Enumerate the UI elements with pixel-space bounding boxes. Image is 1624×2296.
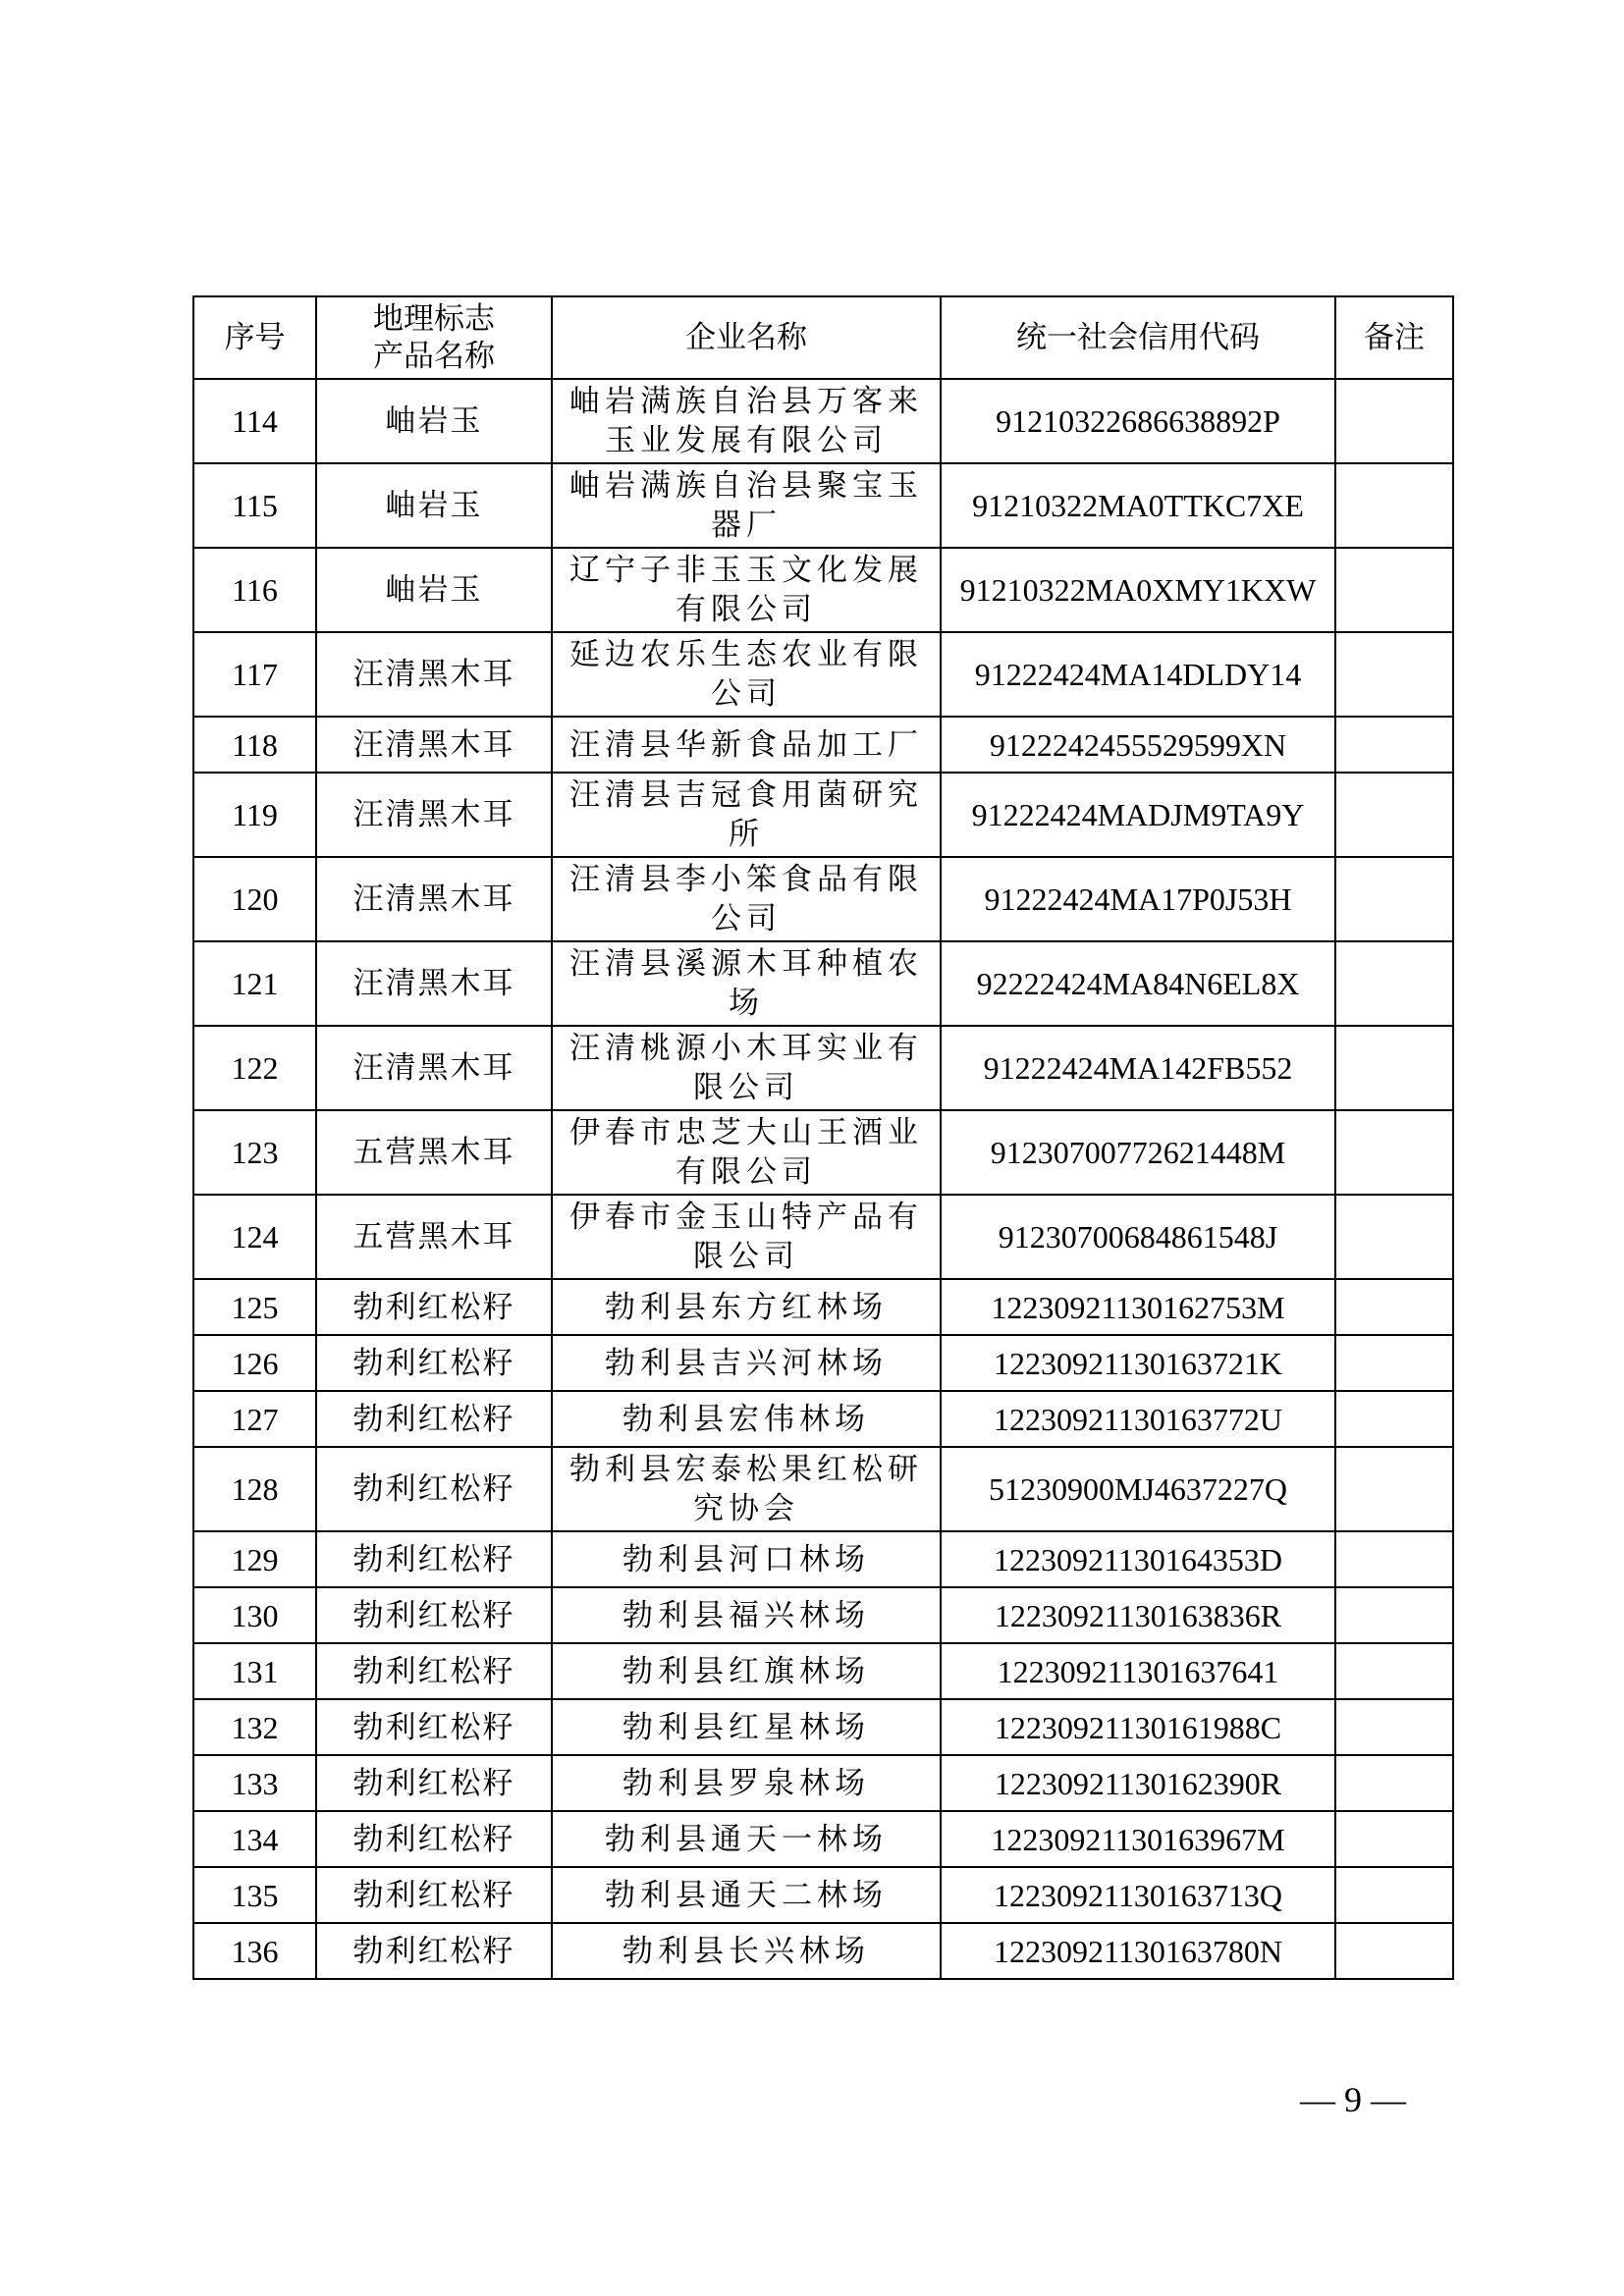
row-credit-code: 91210322MA0XMY1KXW: [941, 548, 1335, 632]
row-remark: [1335, 1391, 1453, 1447]
table-row: [193, 1026, 1453, 1110]
row-remark: [1335, 1867, 1453, 1923]
row-credit-code: 91222424MA14DLDY14: [941, 632, 1335, 717]
header-seq: 序号: [193, 296, 316, 379]
row-remark: [1335, 1755, 1453, 1811]
row-credit-code: 12230921130163836R: [941, 1587, 1335, 1643]
row-remark: [1335, 1279, 1453, 1335]
row-seq: 135: [193, 1867, 316, 1923]
row-company-name: 勃利县宏泰松果红松研究协会: [552, 1447, 941, 1531]
row-credit-code: 51230900MJ4637227Q: [941, 1447, 1335, 1531]
table-row: [193, 1643, 1453, 1699]
row-remark: [1335, 379, 1453, 463]
row-seq: 119: [193, 773, 316, 857]
row-remark: [1335, 632, 1453, 717]
header-credit-code: 统一社会信用代码: [941, 296, 1335, 379]
row-product-name: 勃利红松籽: [316, 1867, 552, 1923]
geo-indication-company-table: [192, 295, 1454, 1980]
row-remark: [1335, 1447, 1453, 1531]
row-seq: 128: [193, 1447, 316, 1531]
row-product-name: 岫岩玉: [316, 379, 552, 463]
row-company-name: 勃利县东方红林场: [552, 1279, 941, 1335]
row-company-name: 勃利县罗泉林场: [552, 1755, 941, 1811]
table-row: [193, 1755, 1453, 1811]
table-row: [193, 1279, 1453, 1335]
row-remark: [1335, 717, 1453, 773]
table-row: [193, 1531, 1453, 1587]
row-product-name: 汪清黑木耳: [316, 1026, 552, 1110]
row-product-name: 勃利红松籽: [316, 1755, 552, 1811]
row-product-name: 勃利红松籽: [316, 1811, 552, 1867]
table-row: [193, 632, 1453, 717]
row-product-name: 勃利红松籽: [316, 1391, 552, 1447]
row-seq: 134: [193, 1811, 316, 1867]
row-seq: 124: [193, 1195, 316, 1279]
header-remark: 备注: [1335, 296, 1453, 379]
row-remark: [1335, 1699, 1453, 1755]
row-credit-code: 92222424MA84N6EL8X: [941, 941, 1335, 1026]
row-product-name: 汪清黑木耳: [316, 773, 552, 857]
row-company-name: 伊春市忠芝大山王酒业有限公司: [552, 1110, 941, 1195]
table-row: [193, 941, 1453, 1026]
header-product-name: [316, 296, 552, 379]
row-company-name: 伊春市金玉山特产品有限公司: [552, 1195, 941, 1279]
row-credit-code: 12230921130164353D: [941, 1531, 1335, 1587]
row-seq: 133: [193, 1755, 316, 1811]
row-company-name: 岫岩满族自治县聚宝玉器厂: [552, 463, 941, 548]
row-seq: 116: [193, 548, 316, 632]
row-credit-code: 91210322MA0TTKC7XE: [941, 463, 1335, 548]
row-remark: [1335, 1531, 1453, 1587]
row-company-name: 勃利县宏伟林场: [552, 1391, 941, 1447]
row-company-name: 勃利县红旗林场: [552, 1643, 941, 1699]
row-seq: 127: [193, 1391, 316, 1447]
table-row: [193, 1391, 1453, 1447]
row-credit-code: 12230921130163780N: [941, 1923, 1335, 1979]
row-credit-code: 12230921130163772U: [941, 1391, 1335, 1447]
table-header-row: [193, 296, 1453, 379]
row-credit-code: 91230700684861548J: [941, 1195, 1335, 1279]
row-remark: [1335, 1195, 1453, 1279]
row-remark: [1335, 1335, 1453, 1391]
row-product-name: 岫岩玉: [316, 548, 552, 632]
row-product-name: 勃利红松籽: [316, 1335, 552, 1391]
row-remark: [1335, 1026, 1453, 1110]
row-credit-code: 912224245552959​9XN: [941, 717, 1335, 773]
row-credit-code: 91222424MA142FB552: [941, 1026, 1335, 1110]
table-row: [193, 1447, 1453, 1531]
table-row: [193, 1110, 1453, 1195]
row-remark: [1335, 548, 1453, 632]
table-row: [193, 379, 1453, 463]
row-product-name: 勃利红松籽: [316, 1279, 552, 1335]
row-product-name: 汪清黑木耳: [316, 857, 552, 941]
row-remark: [1335, 1643, 1453, 1699]
row-product-name: 岫岩玉: [316, 463, 552, 548]
row-product-name: 勃利红松籽: [316, 1531, 552, 1587]
row-remark: [1335, 1110, 1453, 1195]
row-seq: 123: [193, 1110, 316, 1195]
row-company-name: 勃利县长兴林场: [552, 1923, 941, 1979]
row-company-name: 勃利县河口林场: [552, 1531, 941, 1587]
header-company-name: 企业名称: [552, 296, 941, 379]
row-remark: [1335, 463, 1453, 548]
row-remark: [1335, 1923, 1453, 1979]
row-credit-code: 91222424MA17P0J53H: [941, 857, 1335, 941]
row-company-name: 勃利县吉兴河林场: [552, 1335, 941, 1391]
table-row: [193, 717, 1453, 773]
row-remark: [1335, 773, 1453, 857]
row-product-name: 勃利红松籽: [316, 1643, 552, 1699]
table-row: [193, 548, 1453, 632]
row-credit-code: 12230921130161988C: [941, 1699, 1335, 1755]
row-credit-code: 12230921130162390R: [941, 1755, 1335, 1811]
table-row: [193, 1923, 1453, 1979]
row-company-name: 勃利县通天二林场: [552, 1867, 941, 1923]
row-product-name: 勃利红松籽: [316, 1587, 552, 1643]
header-product-line1: 地理标志: [373, 301, 495, 337]
row-credit-code: 91230700772621448M: [941, 1110, 1335, 1195]
table-body: [193, 379, 1453, 1979]
row-seq: 126: [193, 1335, 316, 1391]
row-credit-code: 12230921130163764​1: [941, 1643, 1335, 1699]
row-company-name: 勃利县红星林场: [552, 1699, 941, 1755]
table-row: [193, 773, 1453, 857]
header-product-line2: 产品名称: [373, 339, 495, 374]
row-seq: 129: [193, 1531, 316, 1587]
row-credit-code: 91210322686638892P: [941, 379, 1335, 463]
row-seq: 130: [193, 1587, 316, 1643]
row-seq: 117: [193, 632, 316, 717]
row-remark: [1335, 857, 1453, 941]
row-company-name: 汪清县李小笨食品有限公司: [552, 857, 941, 941]
row-credit-code: 12230921130163721K: [941, 1335, 1335, 1391]
row-company-name: 勃利县通天一林场: [552, 1811, 941, 1867]
row-company-name: 辽宁子非玉玉文化发展有限公司: [552, 548, 941, 632]
row-seq: 136: [193, 1923, 316, 1979]
row-company-name: 勃利县福兴林场: [552, 1587, 941, 1643]
row-company-name: 汪清县吉冠食用菌研究所: [552, 773, 941, 857]
row-product-name: 勃利红松籽: [316, 1699, 552, 1755]
table-row: [193, 1811, 1453, 1867]
row-remark: [1335, 941, 1453, 1026]
table-row: [193, 1699, 1453, 1755]
row-seq: 120: [193, 857, 316, 941]
table-row: [193, 857, 1453, 941]
row-product-name: 汪清黑木耳: [316, 717, 552, 773]
row-credit-code: 12230921130162753M: [941, 1279, 1335, 1335]
row-company-name: 汪清桃源小木耳实业有限公司: [552, 1026, 941, 1110]
row-remark: [1335, 1811, 1453, 1867]
table-row: [193, 1335, 1453, 1391]
row-remark: [1335, 1587, 1453, 1643]
row-seq: 132: [193, 1699, 316, 1755]
row-product-name: 汪清黑木耳: [316, 632, 552, 717]
row-seq: 114: [193, 379, 316, 463]
row-seq: 121: [193, 941, 316, 1026]
row-product-name: 勃利红松籽: [316, 1447, 552, 1531]
row-product-name: 汪清黑木耳: [316, 941, 552, 1026]
table-row: [193, 463, 1453, 548]
table-row: [193, 1587, 1453, 1643]
row-company-name: 岫岩满族自治县万客来玉业发展有限公司: [552, 379, 941, 463]
row-seq: 125: [193, 1279, 316, 1335]
row-seq: 118: [193, 717, 316, 773]
row-product-name: 勃利红松籽: [316, 1923, 552, 1979]
row-product-name: 五营黑木耳: [316, 1110, 552, 1195]
row-company-name: 汪清县溪源木耳种植农场: [552, 941, 941, 1026]
table-row: [193, 1867, 1453, 1923]
row-seq: 115: [193, 463, 316, 548]
row-company-name: 汪清县华新食品加工厂: [552, 717, 941, 773]
row-credit-code: 12230921130163713Q: [941, 1867, 1335, 1923]
row-seq: 131: [193, 1643, 316, 1699]
page-number: — 9 —: [1300, 2080, 1406, 2119]
row-company-name: 延边农乐生态农业有限公司: [552, 632, 941, 717]
table-row: [193, 1195, 1453, 1279]
row-seq: 122: [193, 1026, 316, 1110]
row-credit-code: 91222424MADJM9TA9Y: [941, 773, 1335, 857]
row-product-name: 五营黑木耳: [316, 1195, 552, 1279]
row-credit-code: 12230921130163967M: [941, 1811, 1335, 1867]
